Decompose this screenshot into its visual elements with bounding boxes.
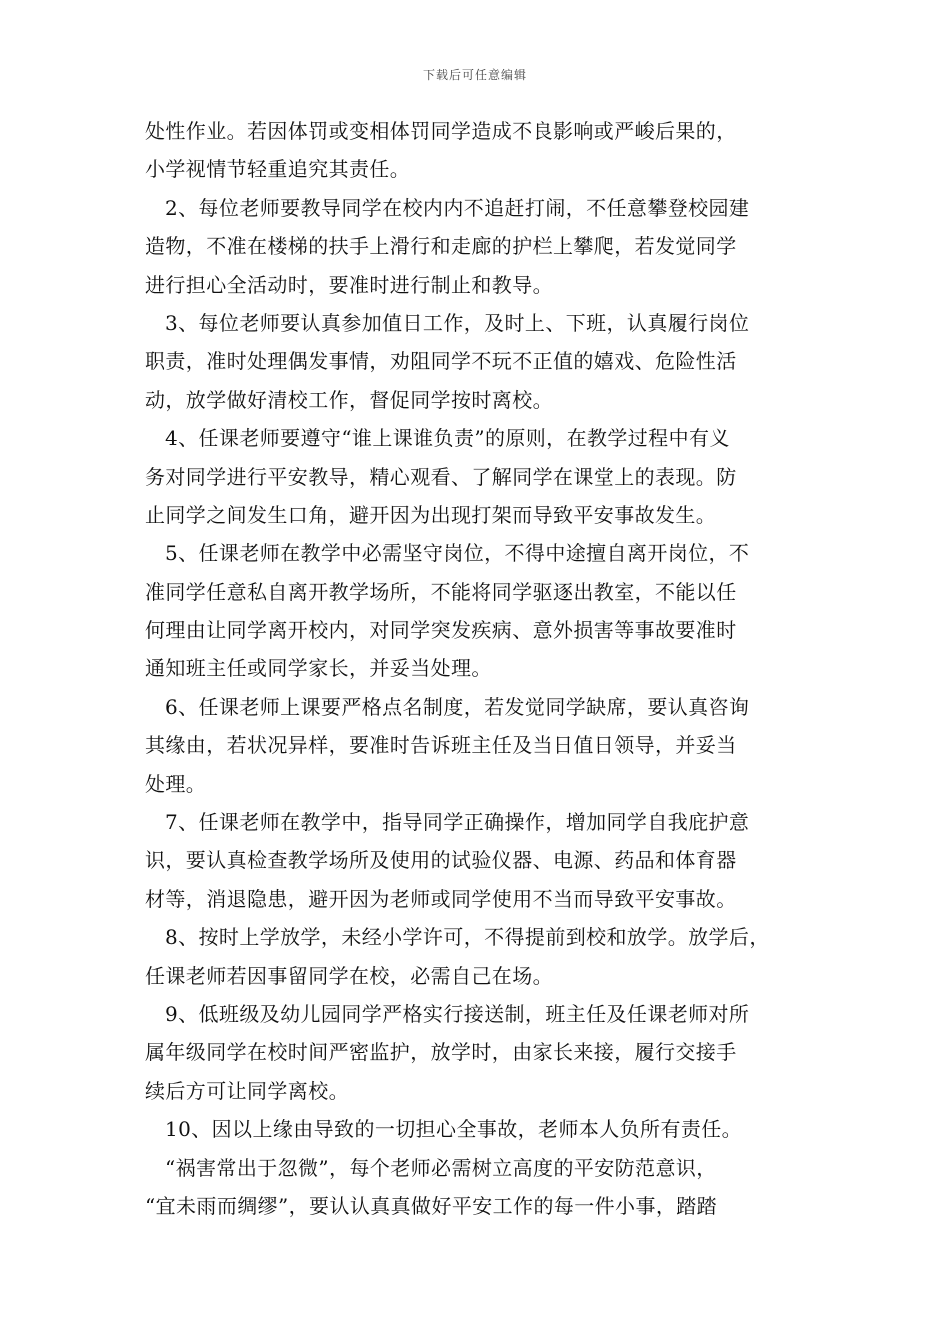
text-line: 处理。 bbox=[145, 771, 207, 796]
text-line: 7、任课老师在教学中，指导同学正确操作，增加同学自我庇护意 bbox=[165, 810, 750, 835]
text-line: 属年级同学在校时间严密监护，放学时，由家长来接，履行交接手 bbox=[145, 1040, 737, 1065]
text-line: 处性作业。若因体罚或变相体罚同学造成不良影响或严峻后果的， bbox=[145, 119, 737, 143]
document-body bbox=[145, 112, 815, 1225]
text-line: 何理由让同学离开校内，对同学突发疾病、意外损害等事故要准时 bbox=[145, 618, 737, 643]
text-line: 止同学之间发生口角，避开因为出现打架而导致平安事故发生。 bbox=[145, 502, 717, 527]
text-line: 10、因以上缘由导致的一切担心全事故，老师本人负所有责任。 bbox=[165, 1117, 743, 1142]
text-line: 3、每位老师要认真参加值日工作，及时上、下班，认真履行岗位 bbox=[165, 310, 750, 335]
text-line: 小学视情节轻重追究其责任。 bbox=[145, 157, 411, 182]
text-line: 4、任课老师要遵守“谁上课谁负责”的原则，在教学过程中有义 bbox=[165, 426, 730, 451]
text-line: 5、任课老师在教学中必需坚守岗位，不得中途擅自离开岗位，不 bbox=[165, 541, 750, 566]
text-line: 职责，准时处理偶发事情，劝阻同学不玩不正值的嬉戏、危险性活 bbox=[145, 349, 737, 374]
text-line: 6、任课老师上课要严格点名制度，若发觉同学缺席，要认真咨询 bbox=[165, 694, 750, 719]
header-note: 下载后可任意编辑 bbox=[422, 68, 527, 82]
text-line: “祸害常出于忽微”，每个老师必需树立高度的平安防范意识， bbox=[165, 1155, 717, 1180]
text-line: 进行担心全活动时，要准时进行制止和教导。 bbox=[145, 272, 553, 297]
text-line: 9、低班级及幼儿园同学严格实行接送制，班主任及任课老师对所 bbox=[165, 1001, 750, 1026]
text-line: 2、每位老师要教导同学在校内内不追赶打闹，不任意攀登校园建 bbox=[165, 195, 750, 220]
text-line: 任课老师若因事留同学在校，必需自己在场。 bbox=[145, 963, 553, 988]
text-line: 8、按时上学放学，未经小学许可，不得提前到校和放学。放学后， bbox=[165, 925, 770, 950]
text-line: “宜未雨而绸缪”，要认认真真做好平安工作的每一件小事，踏踏 bbox=[145, 1193, 718, 1218]
text-line: 造物，不准在楼梯的扶手上滑行和走廊的护栏上攀爬，若发觉同学 bbox=[145, 234, 737, 259]
text-line: 识，要认真检查教学场所及使用的试验仪器、电源、药品和体育器 bbox=[145, 848, 737, 873]
text-line: 务对同学进行平安教导，精心观看、了解同学在课堂上的表现。防 bbox=[145, 464, 737, 489]
text-line: 动，放学做好清校工作，督促同学按时离校。 bbox=[145, 387, 553, 412]
text-line: 材等，消退隐患，避开因为老师或同学使用不当而导致平安事故。 bbox=[145, 886, 737, 911]
text-line: 续后方可让同学离校。 bbox=[145, 1078, 349, 1103]
text-line: 其缘由，若状况异样，要准时告诉班主任及当日值日领导，并妥当 bbox=[145, 733, 737, 758]
text-line: 准同学任意私自离开教学场所，不能将同学驱逐出教室，不能以任 bbox=[145, 579, 737, 604]
text-line: 通知班主任或同学家长，并妥当处理。 bbox=[145, 656, 492, 681]
